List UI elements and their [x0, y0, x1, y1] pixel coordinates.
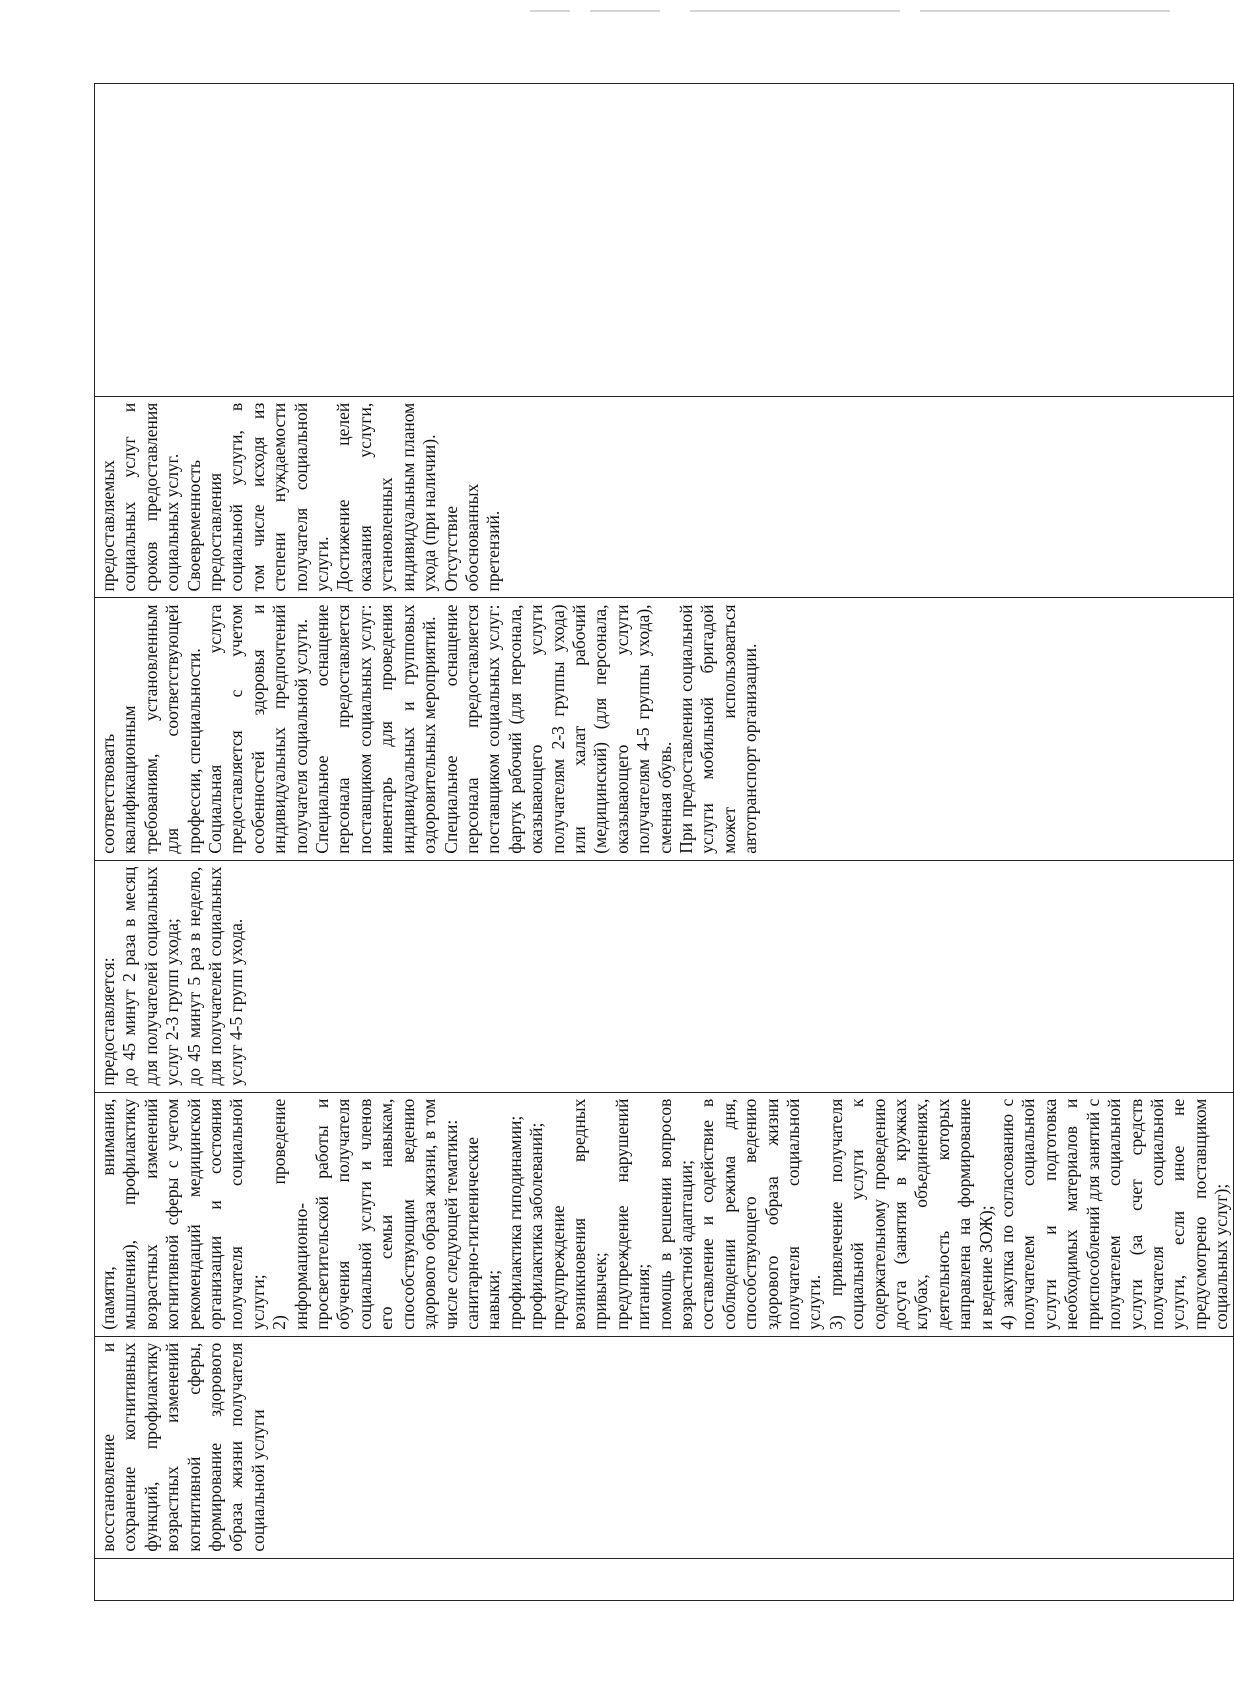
cell-service-time: предоставляется: до 45 минут 2 раза в месяц для получателей социальных услуг 2-3 групп ухода; до 45 минут 5 раз в неделю, для получателей социальных услуг 4-5 групп ухода. — [95, 860, 1234, 1092]
cell-service-quality: предоставляемых социальных услуг и сроков предоставления социальных услуг. Своевременность предоставления социальной услуги, в том числе исходя из степени нуждаемости получателя социальной услуги. Достижение целей оказания услуги, установленных индивидуальным планом ухода (при наличии). Отсутствие обоснованных претензий. — [95, 396, 1234, 598]
scan-edge-marks — [530, 10, 1170, 14]
rotated-page — [94, 83, 1232, 1601]
cell-service-name: восстановление и сохранение когнитивных функций, профилактику возрастных изменений когнитивной сферы, формирование здорового образа жизни получателя социальной услуги — [95, 1336, 1234, 1558]
table-row — [95, 84, 1234, 1601]
services-table — [94, 83, 1234, 1601]
cell-service-conditions: соответствовать квалификационным требованиям, установленным для соответствующей профессии, специальности. Социальная услуга предоставляется с учетом особенностей здоровья и индивидуальных предпочтений получателя социальной услуги. Специальное оснащение персонала предоставляется поставщиком социальных услуг: инвентарь для проведения индивидуальных и групповых оздоровительных мероприятий. Специальное оснащение персонала предоставляется поставщиком социальных услуг: фартук рабочий (для персонала, оказывающего услуги получателям 2-3 группы ухода) или халат рабочий (медицинский) (для персонала, оказывающего услуги получателям 4-5 группы ухода), сменная обувь. При предоставлении социальной услуги мобильной бригадой может использоваться автотранспорт организации. — [95, 598, 1234, 860]
cell-empty — [95, 84, 1234, 397]
cell-service-description: (памяти, внимания, мышления), профилактику возрастных изменений когнитивной сферы с учетом рекомендаций медицинской организации и состояния получателя социальной услуги; 2) проведение информационно-просветительской работы и обучения получателя социальной услуги и членов его семьи навыкам, способствующим ведению здорового образа жизни, в том числе следующей тематики: санитарно-гигиенические навыки; профилактика гиподинамии; профилактика заболеваний; предупреждение возникновения вредных привычек; предупреждение нарушений питания; помощь в решении вопросов возрастной адаптации; составление и содействие в соблюдении режима дня, способствующего ведению здорового образа жизни получателя социальной услуги. 3) привлечение получателя социальной услуги к содержательному проведению досуга (занятия в кружках клубах, объединениях, деятельность которых направлена на формирование и ведение ЗОЖ); 4) закупка по согласованию с получателем социальной услуги и подготовка необходимых материалов и приспособлений для занятий с получателем социальной услуги (за счет средств получателя социальной услуги, если иное не предусмотрено поставщиком социальных услуг); — [95, 1092, 1234, 1336]
cell-number — [95, 1558, 1234, 1600]
